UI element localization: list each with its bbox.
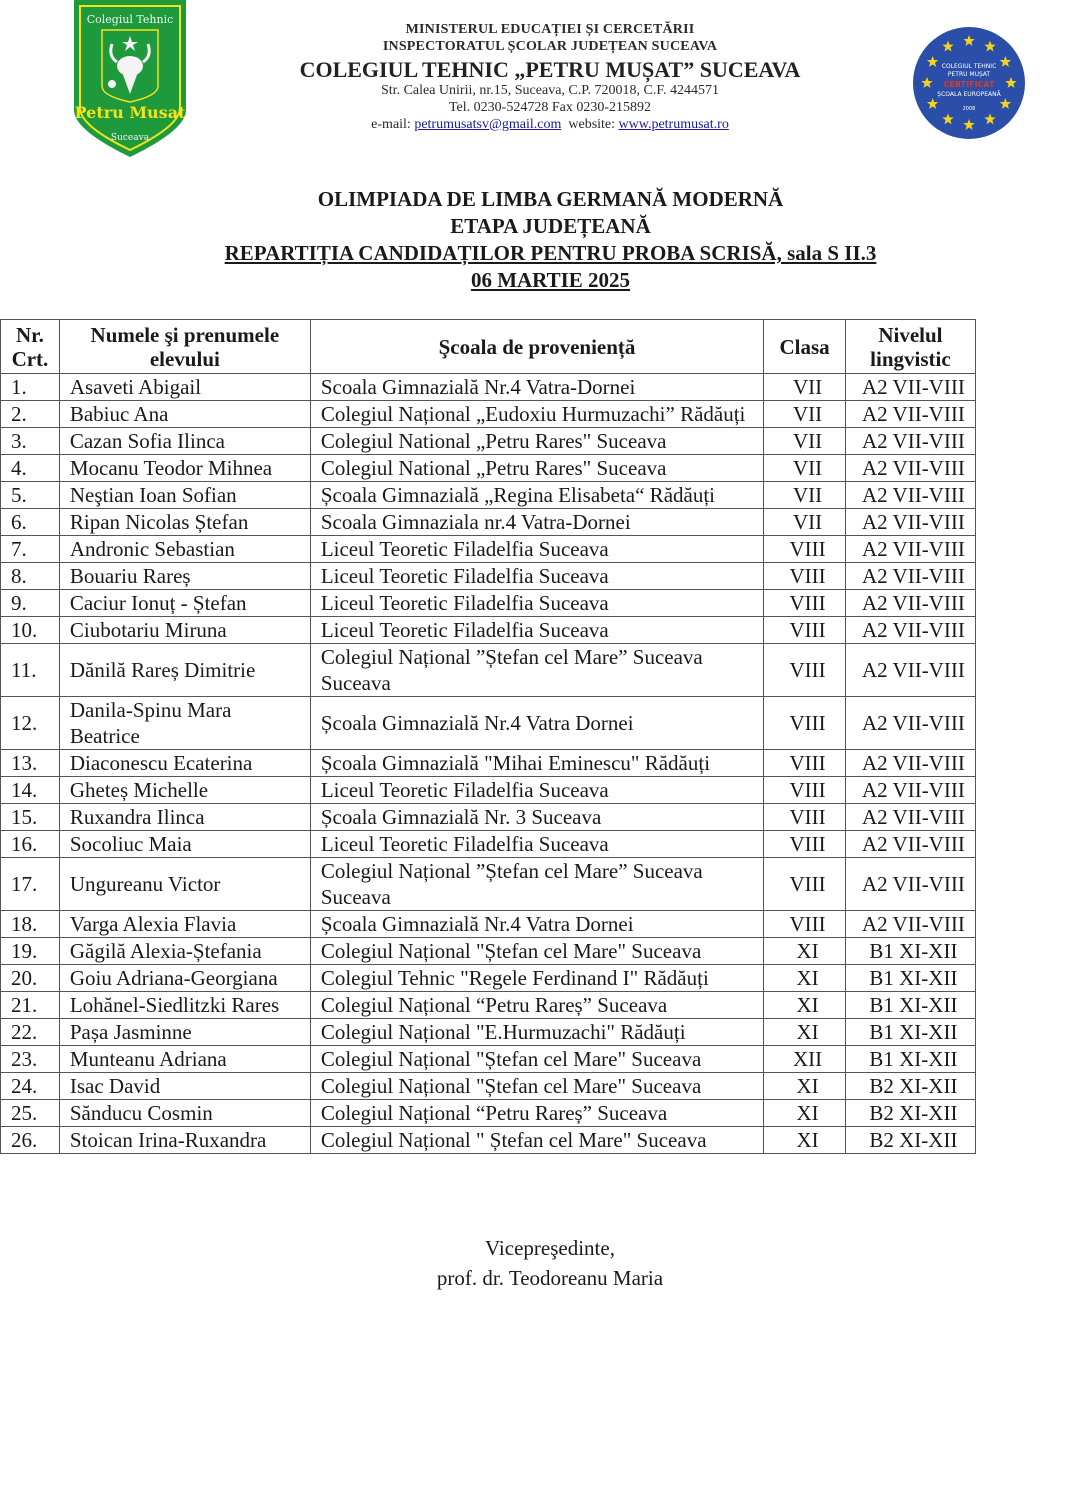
cell-school: Colegiul Național “Petru Rareș” Suceava [310,1100,763,1127]
cell-nivel: A2 VII-VIII [845,482,975,509]
table-row [1,965,976,992]
email-link[interactable]: petrumusatsv@gmail.com [414,116,562,132]
cell-clasa: VII [764,509,846,536]
cell-name: Ripan Nicolas Ștefan [59,509,310,536]
cell-school: Liceul Teoretic Filadelfia Suceava [310,590,763,617]
cell-nr: 17. [1,858,60,911]
cell-school: Colegiul Național “Petru Rareș” Suceava [310,992,763,1019]
cell-nr: 23. [1,1046,60,1073]
cell-name: Andronic Sebastian [59,536,310,563]
table-row [1,938,976,965]
cell-name: Sănducu Cosmin [59,1100,310,1127]
cell-nr: 14. [1,777,60,804]
cell-clasa: VIII [764,644,846,697]
inspectorate-name: INSPECTORATUL ȘCOLAR JUDEȚEAN SUCEAVA [382,38,718,54]
cell-clasa: VIII [764,858,846,911]
cell-nivel: A2 VII-VIII [845,750,975,777]
badge-line1: COLEGIUL TEHNIC [941,63,997,70]
cell-school: Liceul Teoretic Filadelfia Suceava [310,563,763,590]
cell-clasa: VIII [764,750,846,777]
table-row [1,644,976,697]
table-row [1,992,976,1019]
cell-clasa: VIII [764,536,846,563]
cell-nivel: A2 VII-VIII [845,536,975,563]
cell-nr: 21. [1,992,60,1019]
cell-name: Dănilă Rareș Dimitrie [59,644,310,697]
table-header-row [1,320,976,374]
cell-name: Cazan Sofia Ilinca [59,428,310,455]
cell-nr: 9. [1,590,60,617]
table-row [1,482,976,509]
header-school: Şcoala de proveniență [310,320,763,374]
cell-nr: 15. [1,804,60,831]
badge-line4: ȘCOALA EUROPEANĂ [937,91,1001,98]
cell-school: Liceul Teoretic Filadelfia Suceava [310,777,763,804]
cell-clasa: VIII [764,617,846,644]
school-crest-logo [72,0,188,158]
cell-clasa: VIII [764,590,846,617]
cell-nivel: A2 VII-VIII [845,455,975,482]
title-olympiad: OLIMPIADA DE LIMBA GERMANĂ MODERNĂ [317,187,784,211]
cell-clasa: VIII [764,563,846,590]
badge-line2: PETRU MUȘAT [947,71,991,78]
cell-clasa: XI [764,938,846,965]
table-row [1,1019,976,1046]
school-name: COLEGIUL TEHNIC „PETRU MUȘAT” SUCEAVA [299,56,801,82]
contact-line [250,117,850,134]
cell-name: Stoican Irina-Ruxandra [59,1127,310,1154]
cell-clasa: VII [764,374,846,401]
cell-name: Munteanu Adriana [59,1046,310,1073]
table-row [1,509,976,536]
cell-school: Colegiul National „Petru Rares" Suceava [310,455,763,482]
table-row [1,750,976,777]
cell-name: Danila-Spinu Mara Beatrice [59,697,310,750]
cell-clasa: XI [764,1100,846,1127]
cell-clasa: VIII [764,804,846,831]
badge-year: 2008 [962,106,976,112]
crest-name-text: Petru Musat [74,103,186,122]
cell-nivel: A2 VII-VIII [845,831,975,858]
table-row [1,455,976,482]
cell-nivel: B2 XI-XII [845,1127,975,1154]
cell-name: Găgilă Alexia-Ștefania [59,938,310,965]
table-row [1,563,976,590]
cell-nr: 7. [1,536,60,563]
cell-name: Socoliuc Maia [59,831,310,858]
table-body [1,374,976,1154]
cell-nr: 11. [1,644,60,697]
candidates-table [0,319,976,1154]
table-row [1,1100,976,1127]
cell-school: Colegiul Național "Ștefan cel Mare" Suceava [310,1046,763,1073]
cell-name: Gheteș Michelle [59,777,310,804]
table-row [1,804,976,831]
cell-name: Pașa Jasminne [59,1019,310,1046]
school-phones: Tel. 0230-524728 Fax 0230-215892 [448,99,651,115]
table-row [1,401,976,428]
cell-nivel: B1 XI-XII [845,1019,975,1046]
cell-clasa: XI [764,1019,846,1046]
cell-name: Bouariu Rareș [59,563,310,590]
cell-nivel: A2 VII-VIII [845,644,975,697]
cell-school: Colegiul Național "E.Hurmuzachi" Rădăuți [310,1019,763,1046]
table-row [1,858,976,911]
cell-school: Liceul Teoretic Filadelfia Suceava [310,536,763,563]
cell-school: Școala Gimnazială „Regina Elisabeta“ Rădăuți [310,482,763,509]
cell-nr: 25. [1,1100,60,1127]
cell-school: Liceul Teoretic Filadelfia Suceava [310,617,763,644]
signature-role: Vicepreşedinte, [485,1236,615,1260]
cell-nivel: A2 VII-VIII [845,401,975,428]
cell-nr: 24. [1,1073,60,1100]
cell-school: Colegiul Național "Ștefan cel Mare" Suceava [310,938,763,965]
cell-nr: 13. [1,750,60,777]
cell-school: Scoala Gimnazială Nr.4 Vatra-Dornei [310,374,763,401]
cell-name: Ungureanu Victor [59,858,310,911]
cell-school: Liceul Teoretic Filadelfia Suceava [310,831,763,858]
cell-name: Ciubotariu Miruna [59,617,310,644]
cell-nr: 19. [1,938,60,965]
signature-block [350,1233,750,1293]
table-row [1,777,976,804]
cell-school: Colegiul Național "Ștefan cel Mare" Suceava [310,1073,763,1100]
table-row [1,1046,976,1073]
cell-name: Diaconescu Ecaterina [59,750,310,777]
table-row [1,617,976,644]
cell-clasa: VIII [764,697,846,750]
cell-nr: 12. [1,697,60,750]
table-row [1,911,976,938]
table-row [1,1127,976,1154]
cell-school: Colegiul Tehnic "Regele Ferdinand I" Rădăuți [310,965,763,992]
cell-nivel: A2 VII-VIII [845,509,975,536]
cell-name: Isac David [59,1073,310,1100]
school-address: Str. Calea Unirii, nr.15, Suceava, C.P. 720018, C.F. 4244571 [381,82,719,98]
cell-clasa: XI [764,965,846,992]
cell-nr: 16. [1,831,60,858]
cell-school: Colegiul National „Petru Rares" Suceava [310,428,763,455]
cell-nivel: B1 XI-XII [845,938,975,965]
table-row [1,1073,976,1100]
cell-nr: 20. [1,965,60,992]
cell-clasa: XI [764,992,846,1019]
table-row [1,590,976,617]
cell-nivel: A2 VII-VIII [845,563,975,590]
cell-nivel: A2 VII-VIII [845,374,975,401]
cell-school: Școala Gimnazială Nr. 3 Suceava [310,804,763,831]
cell-name: Neştian Ioan Sofian [59,482,310,509]
cell-school: Școala Gimnazială Nr.4 Vatra Dornei [310,911,763,938]
cell-nivel: A2 VII-VIII [845,858,975,911]
cell-nivel: A2 VII-VIII [845,804,975,831]
cell-nivel: A2 VII-VIII [845,428,975,455]
cell-nivel: A2 VII-VIII [845,697,975,750]
cell-school: Colegiul Național " Ștefan cel Mare" Suceava [310,1127,763,1154]
cell-school: Colegiul Național ”Ștefan cel Mare” Suceava Suceava [310,644,763,697]
european-school-badge [912,26,1026,140]
cell-nr: 22. [1,1019,60,1046]
letterhead [250,22,850,133]
website-label: website: [568,116,619,132]
cell-clasa: VII [764,428,846,455]
cell-name: Mocanu Teodor Mihnea [59,455,310,482]
cell-name: Lohănel-Siedlitzki Rares [59,992,310,1019]
email-label: e-mail: [371,116,415,132]
cell-nr: 1. [1,374,60,401]
table-row [1,697,976,750]
title-distribution: REPARTIȚIA CANDIDAȚILOR PENTRU PROBA SCRISĂ, sala S II.3 [224,241,877,265]
crest-top-text: Colegiul Tehnic [86,13,174,26]
badge-line3: CERTIFICAT [943,80,995,89]
cell-school: Colegiul Național „Eudoxiu Hurmuzachi” Rădăuți [310,401,763,428]
title-stage: ETAPA JUDEȚEANĂ [450,214,651,238]
website-link[interactable]: www.petrumusat.ro [618,116,729,132]
cell-clasa: VIII [764,831,846,858]
cell-clasa: VII [764,482,846,509]
cell-clasa: XII [764,1046,846,1073]
cell-nivel: A2 VII-VIII [845,911,975,938]
table-row [1,536,976,563]
header-name: Numele şi prenumele elevului [59,320,310,374]
cell-clasa: VIII [764,777,846,804]
signature-name: prof. dr. Teodoreanu Maria [436,1266,664,1290]
table-row [1,831,976,858]
cell-name: Ruxandra Ilinca [59,804,310,831]
cell-clasa: XI [764,1073,846,1100]
cell-nivel: A2 VII-VIII [845,617,975,644]
cell-nr: 2. [1,401,60,428]
cell-school: Școala Gimnazială "Mihai Eminescu" Rădăuți [310,750,763,777]
cell-name: Babiuc Ana [59,401,310,428]
header-nivel: Nivelul lingvistic [845,320,975,374]
cell-school: Colegiul Național ”Ștefan cel Mare” Suceava Suceava [310,858,763,911]
cell-nr: 3. [1,428,60,455]
header-clasa: Clasa [764,320,846,374]
cell-clasa: VIII [764,911,846,938]
cell-clasa: XI [764,1127,846,1154]
cell-nr: 26. [1,1127,60,1154]
cell-nivel: A2 VII-VIII [845,777,975,804]
cell-name: Goiu Adriana-Georgiana [59,965,310,992]
cell-nivel: B1 XI-XII [845,1046,975,1073]
cell-nr: 18. [1,911,60,938]
title-date: 06 MARTIE 2025 [470,268,631,292]
cell-nr: 6. [1,509,60,536]
ministry-name: MINISTERUL EDUCAȚIEI ȘI CERCETĂRII [405,22,695,37]
cell-clasa: VII [764,401,846,428]
cell-nivel: B2 XI-XII [845,1073,975,1100]
cell-name: Varga Alexia Flavia [59,911,310,938]
cell-name: Caciur Ionuț - Ștefan [59,590,310,617]
cell-school: Școala Gimnazială Nr.4 Vatra Dornei [310,697,763,750]
cell-nivel: B1 XI-XII [845,992,975,1019]
crest-bottom-text: Suceava [110,133,150,143]
header-nr: Nr. Crt. [1,320,60,374]
cell-nr: 5. [1,482,60,509]
cell-school: Scoala Gimnaziala nr.4 Vatra-Dornei [310,509,763,536]
cell-name: Asaveti Abigail [59,374,310,401]
table-row [1,374,976,401]
cell-nr: 4. [1,455,60,482]
cell-nr: 10. [1,617,60,644]
cell-nivel: A2 VII-VIII [845,590,975,617]
document-title [0,186,1081,294]
cell-clasa: VII [764,455,846,482]
table-row [1,428,976,455]
cell-nivel: B1 XI-XII [845,965,975,992]
cell-nr: 8. [1,563,60,590]
cell-nivel: B2 XI-XII [845,1100,975,1127]
